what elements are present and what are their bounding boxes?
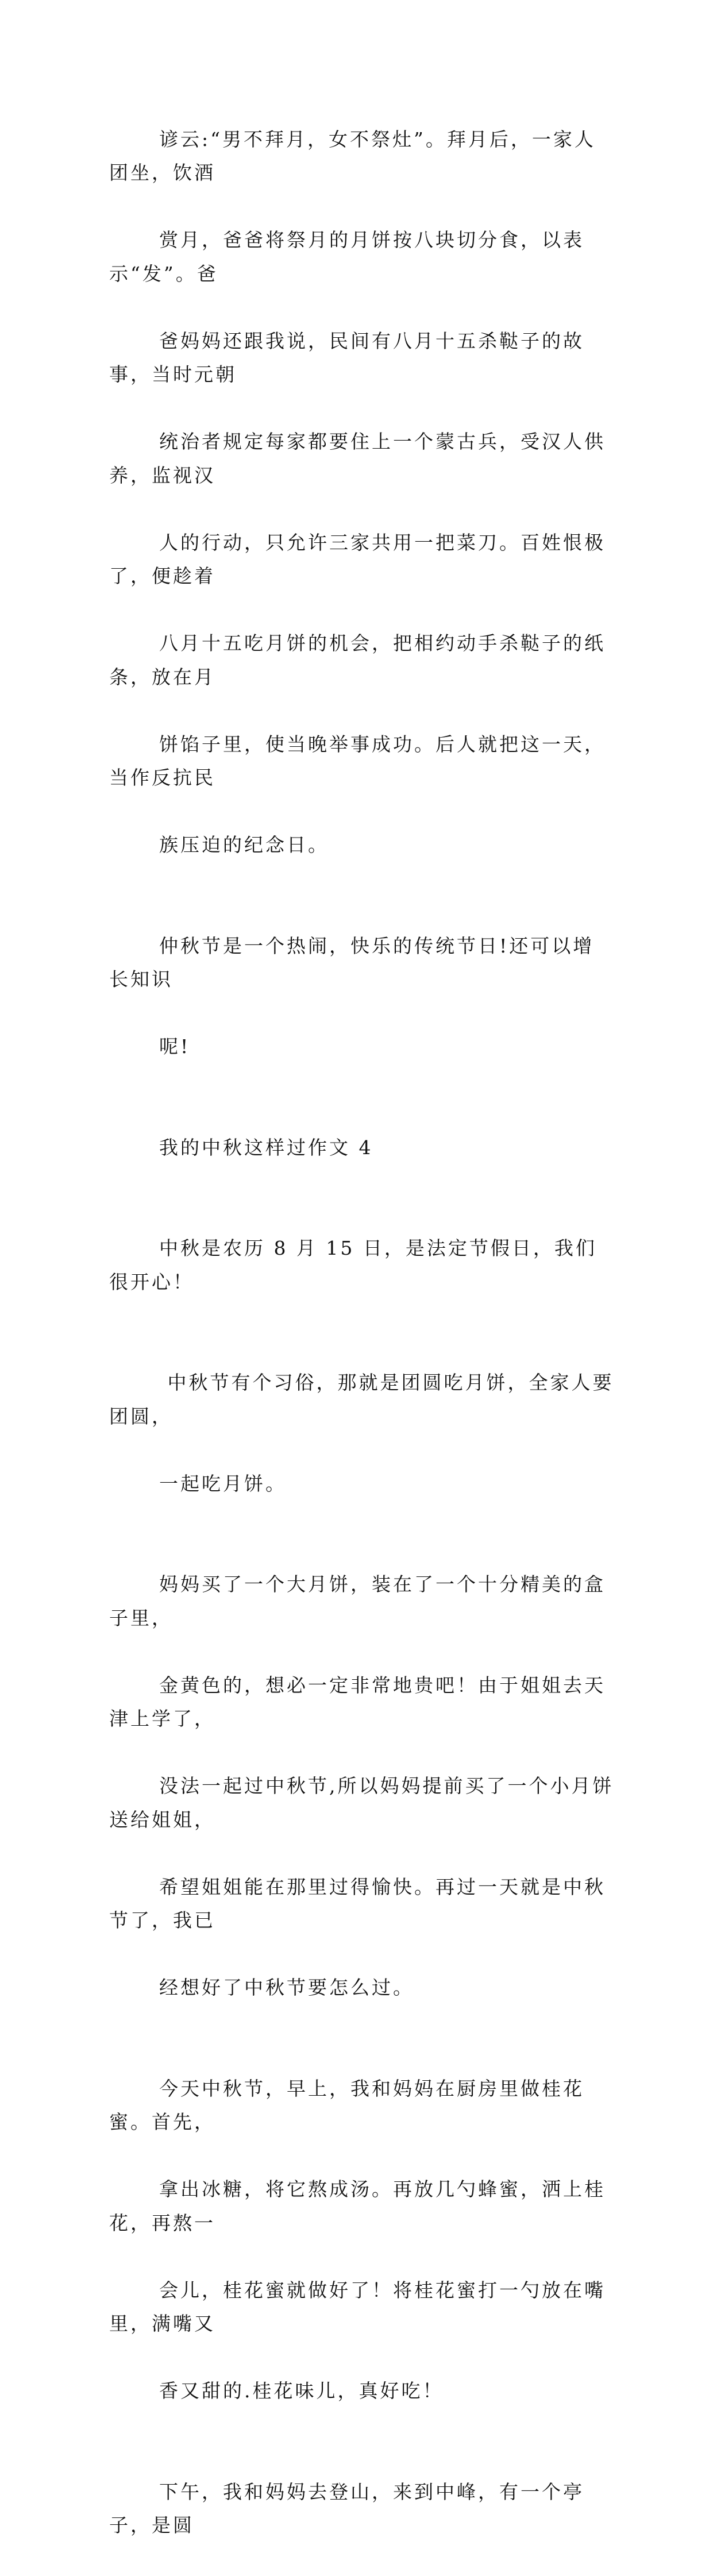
text-line: 饼馅子里，使当晚举事成功。后人就把这一天，当作反抗民 [109,732,606,789]
paragraph-1 [109,89,615,896]
text-line: 族压迫的纪念日。 [159,834,329,856]
text-line: 谚云:“男不拜月，女不祭灶”。拜月后，一家人团坐，饮酒 [109,128,596,184]
text-line: 中秋节有个习俗，那就是团圆吃月饼，全家人要团圆， [109,1371,614,1428]
text-line: 八月十五吃月饼的机会，把相约动手杀鞑子的纸条，放在月 [109,632,606,688]
heading-text: 我的中秋这样过作文 4 [159,1136,373,1159]
text-line: 香又甜的.桂花味儿，真好吃！ [159,2380,444,2402]
text-line: 赏月，爸爸将祭月的月饼按八块切分食，以表示“发”。爸 [109,229,584,285]
text-line: 会儿，桂花蜜就做好了！将桂花蜜打一勺放在嘴里，满嘴又 [109,2278,606,2335]
text-line: 统治者规定每家都要住上一个蒙古兵，受汉人供养，监视汉 [109,430,606,487]
section-heading [109,1097,615,1198]
text-line: 拿出冰糖，将它熬成汤。再放几勺蜂蜜，洒上桂花，再熬一 [109,2178,606,2234]
text-line: 没法一起过中秋节,所以妈妈提前买了一个小月饼送给姐姐， [109,1775,614,1831]
text-line: 金黄色的，想必一定非常地贵吧！由于姐姐去天津上学了， [109,1673,606,1730]
text-line: 仲秋节是一个热闹，快乐的传统节日!还可以增长知识 [109,934,595,990]
paragraph-7 [109,2442,615,2576]
text-line: 人的行动，只允许三家共用一把菜刀。百姓恨极了，便趁着 [109,531,606,587]
document-body [109,89,615,2576]
text-line: 经想好了中秋节要怎么过。 [159,1976,414,1999]
text-line: 妈妈买了一个大月饼，装在了一个十分精美的盒子里， [109,1573,606,1629]
text-line: 呢! [159,1035,191,1058]
paragraph-5 [109,1534,615,2039]
paragraph-2 [109,896,615,1097]
paragraph-4 [109,1333,615,1534]
text-line: 一起吃月饼。 [159,1472,287,1495]
text-line: 中秋是农历 8 月 15 日，是法定节假日，我们很开心！ [109,1237,597,1293]
paragraph-6 [109,2038,615,2442]
text-line: 爸妈妈还跟我说，民间有八月十五杀鞑子的故事，当时元朝 [109,329,584,385]
text-line: 希望姐姐能在那里过得愉快。再过一天就是中秋节了，我已 [109,1875,606,1931]
text-line: 下午，我和妈妈去登山，来到中峰，有一个亭子，是圆 [109,2480,584,2536]
text-line: 今天中秋节，早上，我和妈妈在厨房里做桂花蜜。首先， [109,2077,584,2133]
paragraph-3 [109,1198,615,1333]
